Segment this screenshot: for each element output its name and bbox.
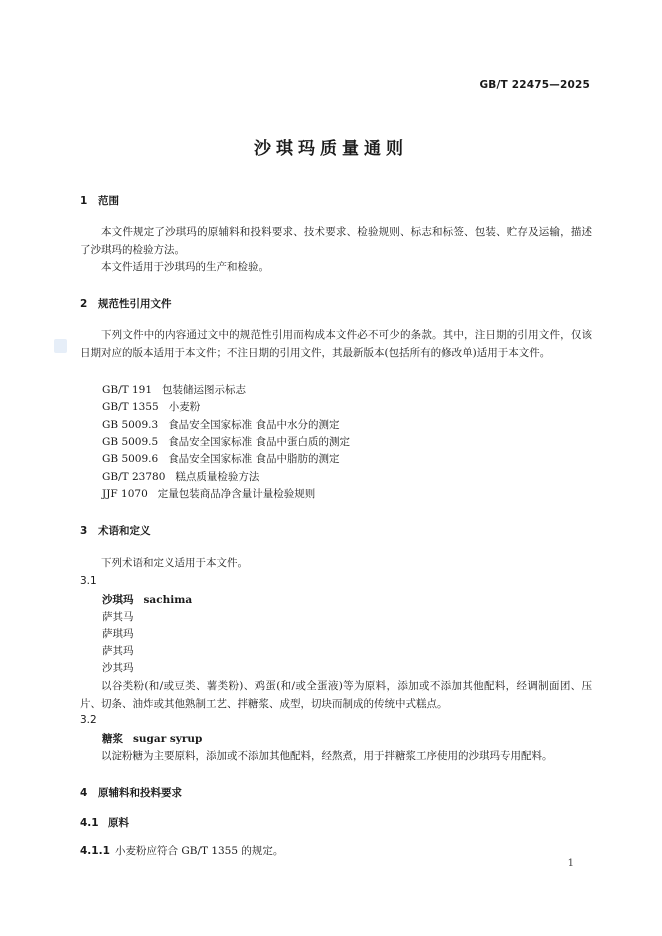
reference-title: 食品安全国家标准 食品中蛋白质的测定 xyxy=(168,436,351,448)
term-synonym: 萨其玛 xyxy=(102,645,134,657)
reference-title: 食品安全国家标准 食品中脂肪的测定 xyxy=(168,453,340,465)
section-1-paragraph: 本文件适用于沙琪玛的生产和检验。 xyxy=(101,261,269,273)
section-number: 3 xyxy=(80,525,88,537)
subsection-number: 4.1 xyxy=(80,817,99,829)
reference-code: GB 5009.3 xyxy=(102,419,159,431)
term-definition: 以淀粉糖为主要原料，添加或不添加其他配料，经熬煮，用于拌糖浆工序使用的沙琪玛专用配料。 xyxy=(101,750,553,762)
term-synonym: 沙其玛 xyxy=(102,662,134,674)
reference-title: 糕点质量检验方法 xyxy=(175,471,260,483)
reference-code: GB/T 191 xyxy=(102,384,153,396)
page-number: 1 xyxy=(567,858,574,869)
section-2-heading xyxy=(80,296,172,311)
term-english: sugar syrup xyxy=(133,733,203,745)
term-entry xyxy=(102,592,192,607)
section-number: 1 xyxy=(80,195,88,207)
section-3-heading xyxy=(80,523,151,538)
term-entry xyxy=(102,731,202,746)
term-english: sachima xyxy=(143,594,193,606)
section-title: 范围 xyxy=(98,195,119,207)
section-1-paragraph: 本文件规定了沙琪玛的原辅料和投料要求、技术要求、检验规则、标志和标签、包装、贮存及运输，描述了沙琪玛的检验方法。 xyxy=(80,226,592,256)
reference-item xyxy=(102,486,315,501)
term-chinese: 沙琪玛 xyxy=(102,594,134,606)
section-number: 2 xyxy=(80,298,88,310)
reference-code: GB/T 23780 xyxy=(102,471,166,483)
reference-title: 包装储运图示标志 xyxy=(162,384,247,396)
reference-item xyxy=(102,451,340,466)
section-title: 原辅料和投料要求 xyxy=(98,787,182,799)
document-title: 沙琪玛质量通则 xyxy=(254,139,408,159)
term-synonym: 萨琪玛 xyxy=(102,628,134,640)
section-title: 术语和定义 xyxy=(98,525,151,537)
reference-title: 食品安全国家标准 食品中水分的测定 xyxy=(168,419,340,431)
reference-code: GB 5009.5 xyxy=(102,436,159,448)
section-2-paragraph: 下列文件中的内容通过文中的规范性引用而构成本文件必不可少的条款。其中，注日期的引用文件，仅该日期对应的版本适用于本文件；不注日期的引用文件，其最新版本(包括所有的修改单)适用于本文件。 xyxy=(80,329,592,359)
term-synonym: 萨其马 xyxy=(102,611,134,623)
margin-marker xyxy=(54,339,67,353)
standard-code: GB/T 22475—2025 xyxy=(479,79,590,91)
reference-title: 小麦粉 xyxy=(168,401,201,413)
section-title: 规范性引用文件 xyxy=(98,298,172,310)
term-number: 3.2 xyxy=(80,714,97,726)
section-number: 4 xyxy=(80,787,88,799)
reference-item xyxy=(102,417,340,432)
section-3-paragraph: 下列术语和定义适用于本文件。 xyxy=(101,557,248,569)
subsection-4-1-heading xyxy=(80,815,129,830)
reference-code: GB 5009.6 xyxy=(102,453,159,465)
reference-code: JJF 1070 xyxy=(102,488,148,500)
reference-code: GB/T 1355 xyxy=(102,401,159,413)
clause-number: 4.1.1 xyxy=(80,845,110,857)
reference-item xyxy=(102,434,350,449)
section-1-heading xyxy=(80,193,119,208)
clause-text: 小麦粉应符合 GB/T 1355 的规定。 xyxy=(115,845,284,857)
subsection-title: 原料 xyxy=(108,817,129,829)
reference-item xyxy=(102,399,200,414)
term-definition: 以谷类粉(和/或豆类、薯类粉)、鸡蛋(和/或全蛋液)等为原料，添加或不添加其他配料，经调制面团、压片、切条、油炸或其他熟制工艺、拌糖浆、成型，切块而制成的传统中式糕点。 xyxy=(80,680,592,710)
clause-4-1-1 xyxy=(80,843,283,860)
term-chinese: 糖浆 xyxy=(102,733,123,745)
reference-item xyxy=(102,382,246,397)
term-number: 3.1 xyxy=(80,575,97,587)
reference-item xyxy=(102,469,259,484)
section-4-heading xyxy=(80,785,182,800)
reference-title: 定量包装商品净含量计量检验规则 xyxy=(157,488,316,500)
